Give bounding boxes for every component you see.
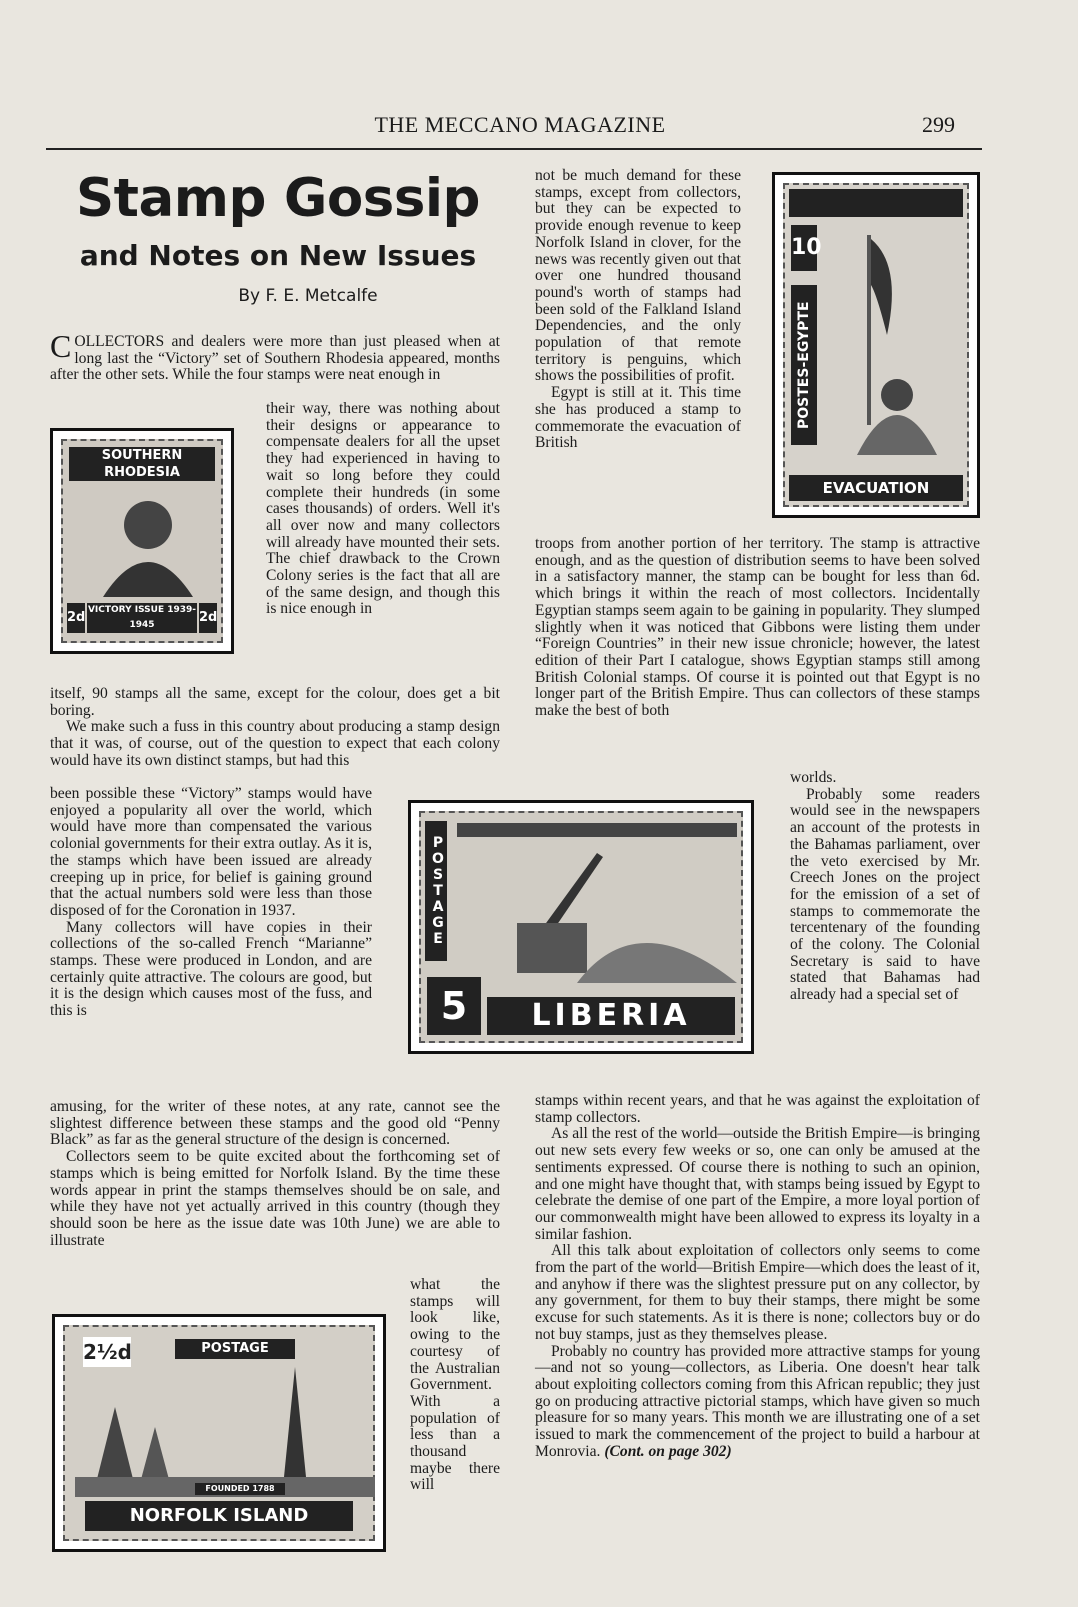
article-title: Stamp Gossip (76, 168, 480, 229)
article-heading (48, 168, 508, 306)
col2-text-i: Probably no country has provided more attractive stamps for young—and not so young—collectors, as Liberia. One doesn't hear talk about exploiting collectors coming from this African republic; they just go on producing attractive pictorial stamps, which have given so much pleasure for so many years. This month we are illustrating one of a set issued to mark the commencement of the project to build a harbour at Monrovia. (535, 1342, 980, 1460)
portrait-icon (93, 487, 203, 597)
page-header (60, 112, 980, 142)
continued-note: (Cont. on page 302) (604, 1442, 732, 1460)
stamp-image (419, 811, 743, 1043)
col1-text-d: We make such a fuss in this country about producing a stamp design that it was, of course, out of the question to expect that each colony would have its own distinct stamps, but had this (50, 718, 500, 769)
stamp-egypt-evacuation (772, 172, 980, 518)
stamp-image (63, 1325, 375, 1541)
stamp-country-label: LIBERIA (487, 997, 735, 1035)
col2-para-2 (535, 536, 980, 720)
col1-text-g: amusing, for the writer of these notes, at any rate, cannot see the slightest difference between these stamps and the good old “Penny Black” as far as the general structure of the design is concerned. (50, 1098, 500, 1149)
col1-text-b: their way, there was nothing about their designs or appearance to compensate dealers for all the upset they had experienced in having to wait so long before they could complete their hundreds (in some cases thousands) of orders. Well it's all over now and many collectors will already have mounted their sets. The chief drawback to the Crown Colony series is the fact that all are of the same design, and though this is nice enough in (266, 400, 500, 618)
col1-text-c: itself, 90 stamps all the same, except for the colour, does get a bit boring. (50, 685, 500, 719)
flag-scene-icon (827, 225, 937, 455)
header-rule (46, 148, 982, 150)
stamp-value-right: 2d (199, 603, 217, 633)
stamp-southern-rhodesia (50, 428, 234, 654)
stamp-top-label: SOUTHERN RHODESIA (69, 447, 215, 481)
stamp-bottom-label: NORFOLK ISLAND (85, 1501, 353, 1531)
stamp-top-label: POSTAGE (175, 1339, 295, 1359)
page-number: 299 (922, 112, 955, 137)
drop-cap: C (50, 328, 72, 364)
col2-text-f: stamps within recent years, and that he was against the exploitation of stamp collectors. (535, 1092, 980, 1126)
col1-text-h: Collectors seem to be quite excited about the forthcoming set of stamps which is being emitted for Norfolk Island. By the time these words appear in print the stamps themselves should be on sale, and while they have not yet actually arrived in this country (though they should soon be here as the issue date was 10th June) we are able to illustrate (50, 1148, 500, 1249)
col2-para-3 (790, 770, 980, 1004)
stamp-norfolk-island (52, 1314, 386, 1552)
col1-text-a: OLLECTORS and dealers were more than just pleased when at long last the “Victory” set of Southern Rhodesia appeared, months after the other sets. While the four stamps were neat enough in (50, 333, 500, 384)
col1-text-i: what the stamps will look like, owing to the courtesy of the Australian Government. With a population of less than a thousand maybe there will (410, 1276, 500, 1494)
stamp-side-label: POSTAGE (425, 821, 447, 961)
stamp-side-label: POSTES-EGYPTE (791, 285, 817, 445)
article-byline: By F. E. Metcalfe (238, 286, 378, 306)
col1-text-f: Many collectors will have copies in their collections of the so-called French “Marianne” stamps. These were produced in London, and are certainly quite attractive. The colours are good, but it is the design which causes most of the fuss, and this is (50, 918, 372, 1020)
col2-text-d: worlds. (790, 769, 837, 786)
col1-para-3 (50, 1099, 500, 1249)
harbour-crane-icon (457, 823, 737, 983)
col1-para-1c (50, 686, 500, 770)
col1-text-e: been possible these “Victory” stamps would have enjoyed a popularity all over the world, which would have more than compensated the various colonial governments for their extra outlay. As it is, the stamps which have been issued are already creeping up in price, for belief is gaining ground that the actual numbers sold were less than those disposed of for the Coronation in 1937. (50, 785, 372, 919)
article-subtitle: and Notes on New Issues (79, 239, 477, 272)
stamp-bottom-label: EVACUATION (789, 475, 963, 501)
stamp-top-bar (789, 189, 963, 217)
stamp-bottom-label: VICTORY ISSUE 1939-1945 (87, 603, 197, 633)
col1-para-1 (50, 328, 500, 384)
stamp-value: 2½d (83, 1337, 131, 1367)
stamp-image (61, 439, 223, 643)
col2-para-1 (535, 168, 741, 452)
stamp-liberia (408, 800, 754, 1054)
col2-text-c: troops from another portion of her territory. The stamp is attractive enough, and as the question of distribution seems to have been solved in a satisfactory manner, the stamp can be bought for less than 6d. which brings it within the reach of most collectors. Incidentally Egyptian stamps seem again to be gaining in popularity. They slumped slightly when it was noticed that Gibbons were listing them under “Foreign Countries” in their new issue chronicle; however, the latest edition of their Part I catalogue, shows Egyptian stamps still among British Colonial stamps. Of course it is pointed out that Egypt is no longer part of the British Empire. Thus can collectors of these stamps make the best of both (535, 535, 980, 720)
stamp-value: 10 (791, 225, 817, 271)
stamp-value-left: 2d (67, 603, 85, 633)
col1-para-2 (50, 786, 372, 1020)
col2-text-a: not be much demand for these stamps, except from collectors, but they can be expected to provide enough revenue to keep Norfolk Island in clover, for the news was recently given out that over one hundred thousand pound's worth of stamps had been sold of the Falkland Island Dependencies, and the only population of that remote territory is penguins, which shows the possibilities of profit. (535, 167, 741, 385)
stamp-founded-label: FOUNDED 1788 (195, 1483, 285, 1495)
col2-text-g: As all the rest of the world—outside the British Empire—is bringing out new sets every few weeks or so, one can only be amused at the sentiments expressed. Of course there is nothing to such an opinion, and one might have thought that, with stamps being issued by Egypt to celebrate the demise of one part of the Empire, a more loyal portion of our commonwealth might have been allowed to express its loyalty in a similar fashion. (535, 1125, 980, 1243)
pine-landscape-icon (75, 1367, 375, 1497)
col2-text-b: Egypt is still at it. This time she has produced a stamp to commemorate the evacuation of British (535, 384, 741, 452)
col1-para-1b (266, 401, 500, 618)
col1-para-4 (410, 1277, 500, 1494)
magazine-title: THE MECCANO MAGAZINE (374, 112, 666, 137)
col2-para-4 (535, 1093, 980, 1460)
stamp-value: 5 (427, 977, 481, 1035)
col2-text-h: All this talk about exploitation of collectors only seems to come from the part of the world—British Empire—which does the least of it, and anyhow if there was the slightest pressure put on any collector, by any government, for them to buy their stamps, there might be some excuse for such statements. As it is there is none; collectors buy or do not buy stamps, just as they themselves please. (535, 1242, 980, 1343)
stamp-image (783, 183, 969, 507)
col2-text-e: Probably some readers would see in the newspapers an account of the protests in the Bahamas parliament, over the veto exercised by Mr. Creech Jones on the project for the emission of a set of stamps to commemorate the tercentenary of the founding of the colony. The Colonial Secretary is said to have stated that Bahamas had already had a special set of (790, 785, 980, 1004)
